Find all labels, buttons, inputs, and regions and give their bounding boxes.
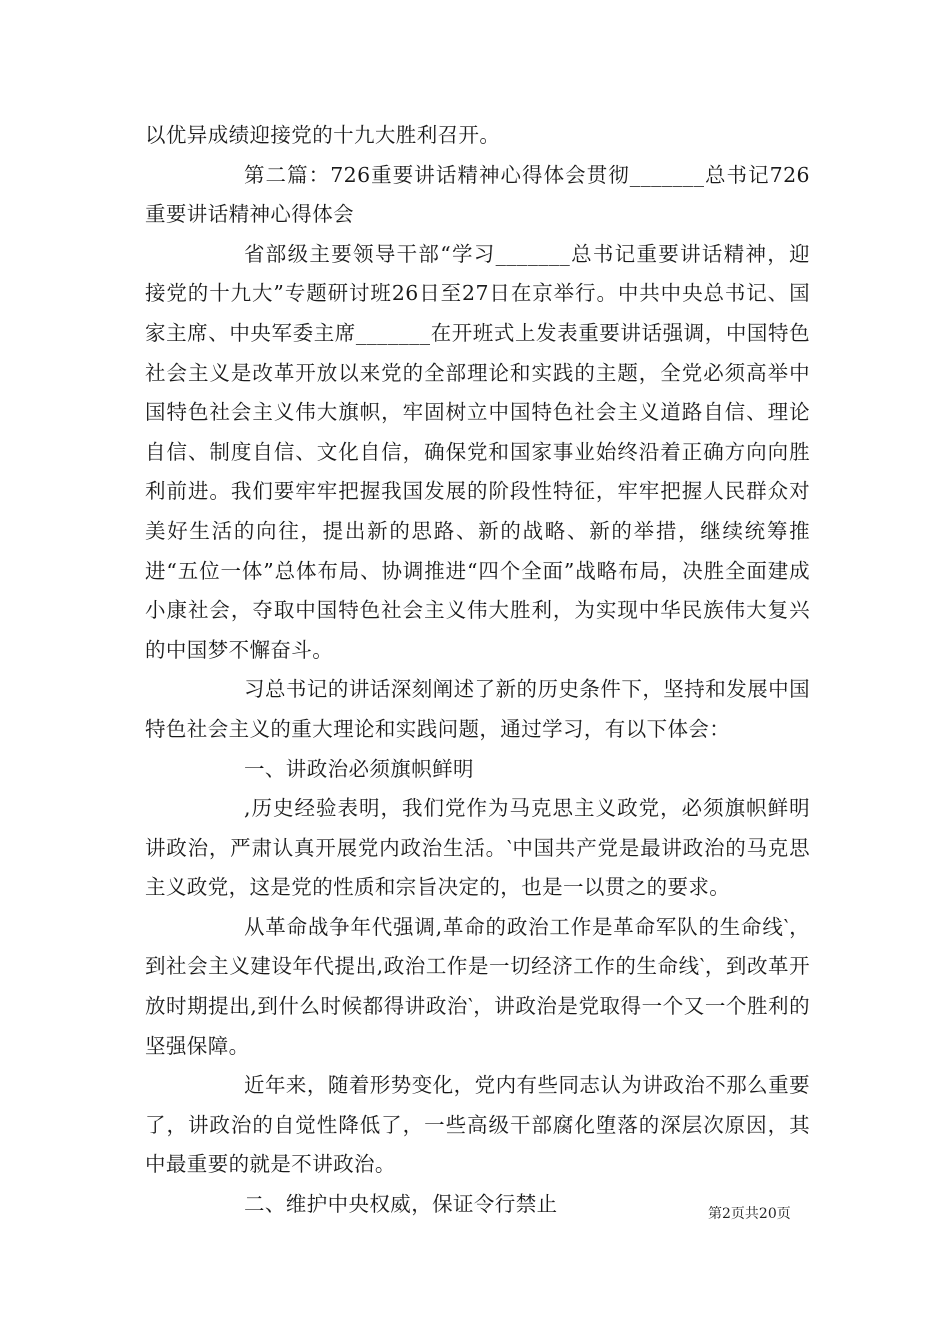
paragraph-history: ,历史经验表明，我们党作为马克思主义政党，必须旗帜鲜明讲政治，严肃认真开展党内政治生活。‵中国共产党是最讲政治的马克思主义政党，这是党的性质和宗旨决定的，也是一以贯之的要求。 <box>145 796 810 900</box>
page-number-footer: 第2页共20页 <box>708 1206 791 1222</box>
document-body <box>145 116 810 1225</box>
paragraph-continuation: 以优异成绩迎接党的十九大胜利召开。 <box>145 123 501 147</box>
heading-point-one: 一、讲政治必须旗帜鲜明 <box>244 756 474 781</box>
paragraph-intro: 省部级主要领导干部“学习_______总书记重要讲话精神，迎接党的十九大”专题研讨班26日至27日在京举行。中共中央总书记、国家主席、中央军委主席_______在开班式上发表重要讲话强调，中国特色社会主义是改革开放以来党的全部理论和实践的主题，全党必须高举中国特色社会主义伟大旗帜，牢固树立中国特色社会主义道路自信、理论自信、制度自信、文化自信，确保党和国家事业始终沿着正确方向向胜利前进。我们要牢牢把握我国发展的阶段性特征，牢牢把握人民群众对美好生活的向往，提出新的思路、新的战略、新的举措，继续统筹推进“五位一体”总体布局、协调推进“四个全面”战略布局，决胜全面建成小康社会，夺取中国特色社会主义伟大胜利，为实现中华民族伟大复兴的中国梦不懈奋斗。 <box>145 241 810 662</box>
paragraph-recent: 近年来，随着形势变化，党内有些同志认为讲政治不那么重要了，讲政治的自觉性降低了，一些高级干部腐化堕落的深层次原因，其中最重要的就是不讲政治。 <box>145 1073 810 1177</box>
paragraph-revolution: 从革命战争年代强调,革命的政治工作是革命军队的生命线‵，到社会主义建设年代提出,政治工作是一切经济工作的生命线‵，到改革开放时期提出,到什么时候都得讲政治‵，讲政治是党取得一个又一个胜利的坚强保障。 <box>145 914 810 1058</box>
paragraph-section-title: 第二篇：726重要讲话精神心得体会贯彻_______总书记726重要讲话精神心得体会 <box>145 162 810 227</box>
heading-point-two: 二、维护中央权威，保证令行禁止 <box>244 1192 558 1217</box>
paragraph-summary: 习总书记的讲话深刻阐述了新的历史条件下，坚持和发展中国特色社会主义的重大理论和实践问题，通过学习，有以下体会： <box>145 677 810 741</box>
